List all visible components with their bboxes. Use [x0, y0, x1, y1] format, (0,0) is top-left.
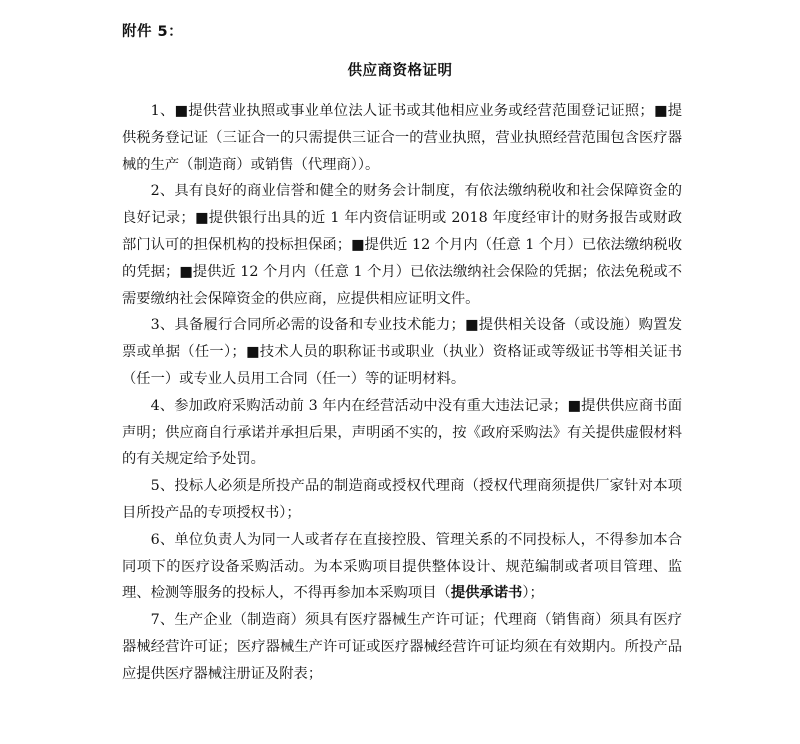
attachment-label: 附件 5：: [122, 24, 184, 40]
paragraph-text: 5、投标人必须是所投产品的制造商或授权代理商（授权代理商须提供厂家针对本项目所投产品的专项授权书）；: [122, 478, 682, 521]
paragraph-text: 2、具有良好的商业信誉和健全的财务会计制度，有依法缴纳税收和社会保障资金的良好记录；■提供银行出具的近 1 年内资信证明或 2018 年度经审计的财务报告或财政部门认可的担保机构的投标担保函；■提供近 12 个月内（任意 1 个月）已依法缴纳税收的凭据；■提供近 12 个月内（任意 1 个月）已依法缴纳社会保险的凭据；依法免税或不需要缴纳社会保障资金的供应商，应提供相应证明文件。: [122, 183, 682, 307]
document-title: 供应商资格证明: [347, 63, 453, 79]
paragraph-2: [122, 178, 682, 312]
paragraph-7: [122, 607, 682, 687]
paragraph-4: [122, 393, 682, 473]
paragraph-text: 1、■提供营业执照或事业单位法人证书或其他相应业务或经营范围登记证照；■提供税务登记证（三证合一的只需提供三证合一的营业执照，营业执照经营范围包含医疗器械的生产（制造商）或销售（代理商））。: [122, 103, 682, 173]
paragraph-text: 3、具备履行合同所必需的设备和专业技术能力；■提供相关设备（或设施）购置发票或单据（任一）；■技术人员的职称证书或职业（执业）资格证或等级证书等相关证书（任一）或专业人员用工合同（任一）等的证明材料。: [122, 317, 682, 387]
paragraph-text: 4、参加政府采购活动前 3 年内在经营活动中没有重大违法记录；■提供供应商书面声明；供应商自行承诺并承担后果，声明函不实的，按《政府采购法》有关提供虚假材料的有关规定给予处罚。: [122, 397, 682, 468]
paragraph-1: [122, 98, 682, 178]
paragraph-text: 7、生产企业（制造商）须具有医疗器械生产许可证；代理商（销售商）须具有医疗器械经营许可证；医疗器械生产许可证或医疗器械经营许可证均须在有效期内。所投产品应提供医疗器械注册证及附表；: [122, 612, 682, 682]
paragraph-tail: ）；: [522, 585, 544, 602]
commitment-letter-emphasis: 提供承诺书: [450, 585, 523, 602]
document-body: [122, 98, 682, 688]
paragraph-3: [122, 312, 682, 392]
paragraph-text: 6、单位负责人为同一人或者存在直接控股、管理关系的不同投标人，不得参加本合同项下的医疗设备采购活动。为本采购项目提供整体设计、规范编制或者项目管理、监理、检测等服务的投标人，不得再参加本采购项目（: [122, 531, 682, 602]
paragraph-5: [122, 473, 682, 527]
paragraph-6: [122, 527, 682, 607]
